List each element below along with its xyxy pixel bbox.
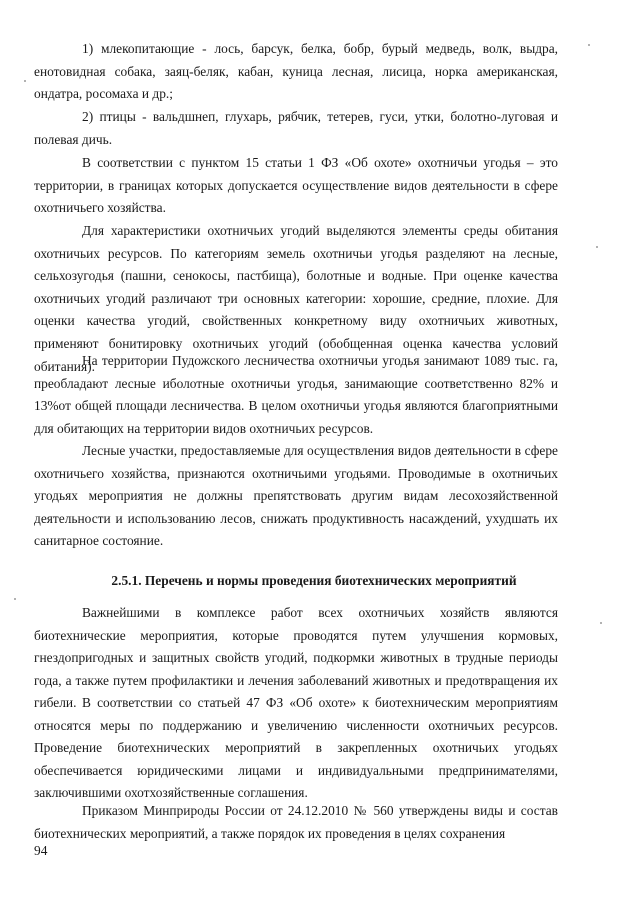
paragraph-ministry-order: Приказом Минприроды России от 24.12.2010 № 560 утверждены виды и состав биотехнических мероприятий, а также порядок их проведения в целях сохранения bbox=[34, 803, 558, 841]
paragraph-article-47: В соответствии со статьей 47 ФЗ «Об охоте» к биотехническим мероприятиям относятся меры по поддержанию и увеличению численности охотничьих ресурсов. Проведение биотехнических мероприятий в закрепленных охотничьих угодьях обеспечивается юридическими лицами и индивидуальными предпринимателями, заключившими охотхозяйственные соглашения. bbox=[34, 695, 558, 801]
page-number: 94 bbox=[34, 843, 48, 858]
paragraph-biotechnical-measures: Важнейшими в комплексе работ всех охотничьих хозяйств являются биотехнические мероприятия, которые проводятся путем улучшения кормовых, гнездопригодных и защитных свойств угодий, подкормки животных в трудные периоды года, а также путем профилактики и лечения заболеваний животных и предотвращения их гибели. bbox=[34, 605, 558, 711]
paragraph-forest-plots: Лесные участки, предоставляемые для осуществления видов деятельности в сфере охотничьего хозяйства, признаются охотничьими угодьями. Проводимые в охотничьих угодьях мероприятия не должны препятствовать другим видам лесохозяйственной деятельности и использованию лесов, снижать продуктивность насаждений, ухудшать их санитарное состояние. bbox=[34, 443, 558, 549]
paragraph-pudozh-forestry: На территории Пудожского лесничества охотничьи угодья занимают 1089 тыс. га, преобладают лесные иболотные охотничьи угодья, занимающие соответственно 82% и 13%от общей площади лесничества. В целом охотничьи угодья являются благоприятными для обитающих на территории видов охотничьих ресурсов. bbox=[34, 353, 558, 436]
paragraph-grounds-characteristics: Для характеристики охотничьих угодий выделяются элементы среды обитания охотничьих ресурсов. По категориям земель охотничьи угодья разделяют на лесные, сельхозугодья (пашни, сенокосы, пастбища), болотные и водные. При оценке качества охотничьих угодий различают три основных категории: хорошие, средние, плохие. Для оценки качества угодий, свойственных конкретному виду охотничьих животных, применяют бонитировку охотничьих угодий (обобщенная оценка качества условий обитания). bbox=[34, 223, 558, 374]
paragraph-mammals: 1) млекопитающие - лось, барсук, белка, бобр, бурый медведь, волк, выдра, енотовидная собака, заяц-беляк, кабан, куница лесная, лисица, норка американская, ондатра, росомаха и др.; bbox=[34, 41, 558, 102]
paragraph-hunting-grounds-definition: В соответствии с пунктом 15 статьи 1 ФЗ «Об охоте» охотничьи угодья – это территории, в границах которых допускается осуществление видов деятельности в сфере охотничьего хозяйства. bbox=[34, 155, 558, 216]
paragraph-birds: 2) птицы - вальдшнеп, глухарь, рябчик, тетерев, гуси, утки, болотно-луговая и полевая дичь. bbox=[34, 109, 558, 147]
section-heading: 2.5.1. Перечень и нормы проведения биотехнических мероприятий bbox=[111, 573, 517, 588]
